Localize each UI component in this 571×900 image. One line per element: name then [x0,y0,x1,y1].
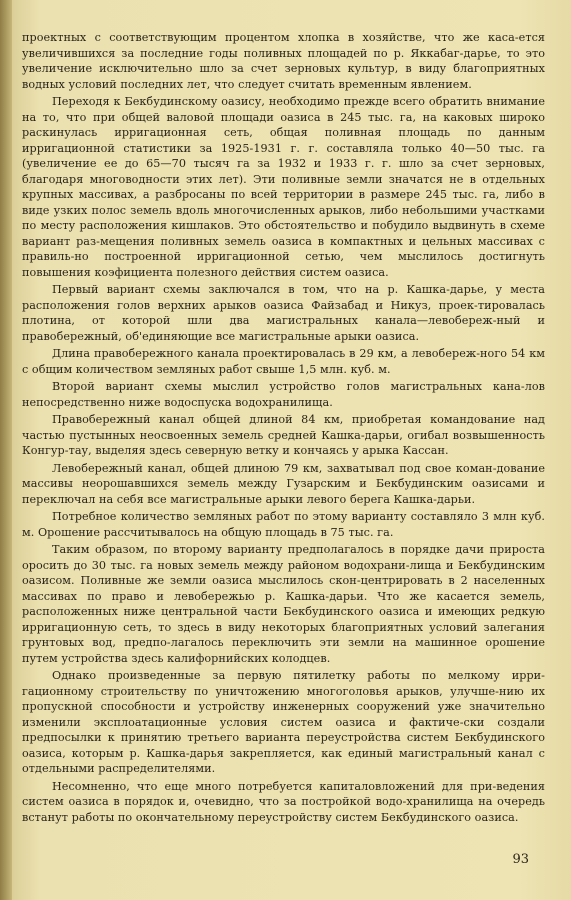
paragraph: Потребное количество земляных работ по этому варианту составляло 3 млн куб. м. Орошение рассчитывалось на общую площадь в 75 тыс. га. [22,510,545,539]
paragraph: Левобережный канал, общей длиною 79 км, захватывал под свое коман-дование массивы неорошавшихся земель между Гузарским и Бекбудинским оазисами и переключал на себя все магистральные арыки левого берега Кашка-дарьи. [22,461,545,506]
page-number: 93 [512,852,529,867]
paragraph: Длина правобережного канала проектировалась в 29 км, а левобереж-ного 54 км с общим количеством земляных работ свыше 1,5 млн. куб. м. [22,347,545,376]
book-spine-shadow [0,0,12,900]
paragraph: Второй вариант схемы мыслил устройство голов магистральных кана-лов непосредственно ниже водоспуска водохранилища. [22,380,545,409]
paragraph: Однако произведенные за первую пятилетку работы по мелкому ирри-гационному строительству по уничтожению многоголовья арыков, улучше-нию их пропускной способности и устройству инженерных сооружений уже значительно изменили эксплоатационные условия систем оазиса и фактиче-ски создали предпосылки к принятию третьего варианта переустройства систем Бекбудинского оазиса, которым р. Кашка-дарья закрепляется, как единый магистральный канал с отдельными распределителями. [22,669,545,775]
body-text [22,30,545,825]
paragraph: Правобережный канал общей длиной 84 км, приобретая командование над частью пустынных неосвоенных земель средней Кашка-дарьи, огибал возвышенность Конгур-тау, выделяя здесь северную ветку и кончаясь у арыка Кассан. [22,413,545,457]
paragraph: Первый вариант схемы заключался в том, что на р. Кашка-дарье, у места расположения голов верхних арыков оазиса Файзабад и Никуз, проек-тировалась плотина, от которой шли два магистральных канала—левобереж-ный и правобережный, об'единяющие все магистральные арыки оазиса. [22,283,545,343]
paragraph: Таким образом, по второму варианту предполагалось в порядке дачи прироста оросить до 30 тыс. га новых земель между районом водохрани-лища и Бекбудинским оазисом. Поливные же земли оазиса мыслилось скон-центрировать в 2 населенных массивах по право и левобережью р. Кашка-дарьи. Что же касается земель, расположенных ниже центральной части Бекбудинского оазиса и имеющих редкую ирригационную сеть, то здесь в виду некоторых благоприятных условий залегания грунтовых вод, предпо-лагалось переключить эти земли на машинное орошение путем устройства здесь калифорнийских колодцев. [22,543,545,665]
paragraph: проектных с соответствующим процентом хлопка в хозяйстве, что же каса-ется увеличившихся за последние годы поливных площадей по р. Яккабаг-дарье, то это увеличение исключительно шло за счет зерновых культур, в виду благоприятных водных условий последних лет, что следует считать временным явлением. [22,31,545,91]
paragraph: Несомненно, что еще много потребуется капиталовложений для при-ведения систем оазиса в порядок и, очевидно, что за постройкой водо-хранилища на очередь встанут работы по окончательному переустройству систем Бекбудинского оазиса. [22,779,545,824]
paragraph: Переходя к Бекбудинскому оазису, необходимо прежде всего обратить внимание на то, что при общей валовой площади оазиса в 245 тыс. га, на каковых широко раскинулась ирригационная сеть, общая поливная площадь по данным ирригационной статистики за 1925-1931 г. г. составляла только 40—50 тыс. га (увеличение ее до 65—70 тысяч га за 1932 и 1933 г. г. шло за счет зерновых, благодаря многоводности этих лет). Эти поливные земли значатся не в отдельных крупных массивах, а разбросаны по всей территории в размере 245 тыс. га, либо в виде узких полос земель вдоль многочисленных арыков, либо небольшими участками по месту расположения кишлаков. Это обстоятельство и побудило выдвинуть в схеме вариант раз-мещения поливных земель оазиса в компактных и цельных массивах с правиль-но построенной ирригационной сетью, чем мыслилось достигнуть повышения коэфициента полезного действия систем оазиса. [22,95,545,279]
